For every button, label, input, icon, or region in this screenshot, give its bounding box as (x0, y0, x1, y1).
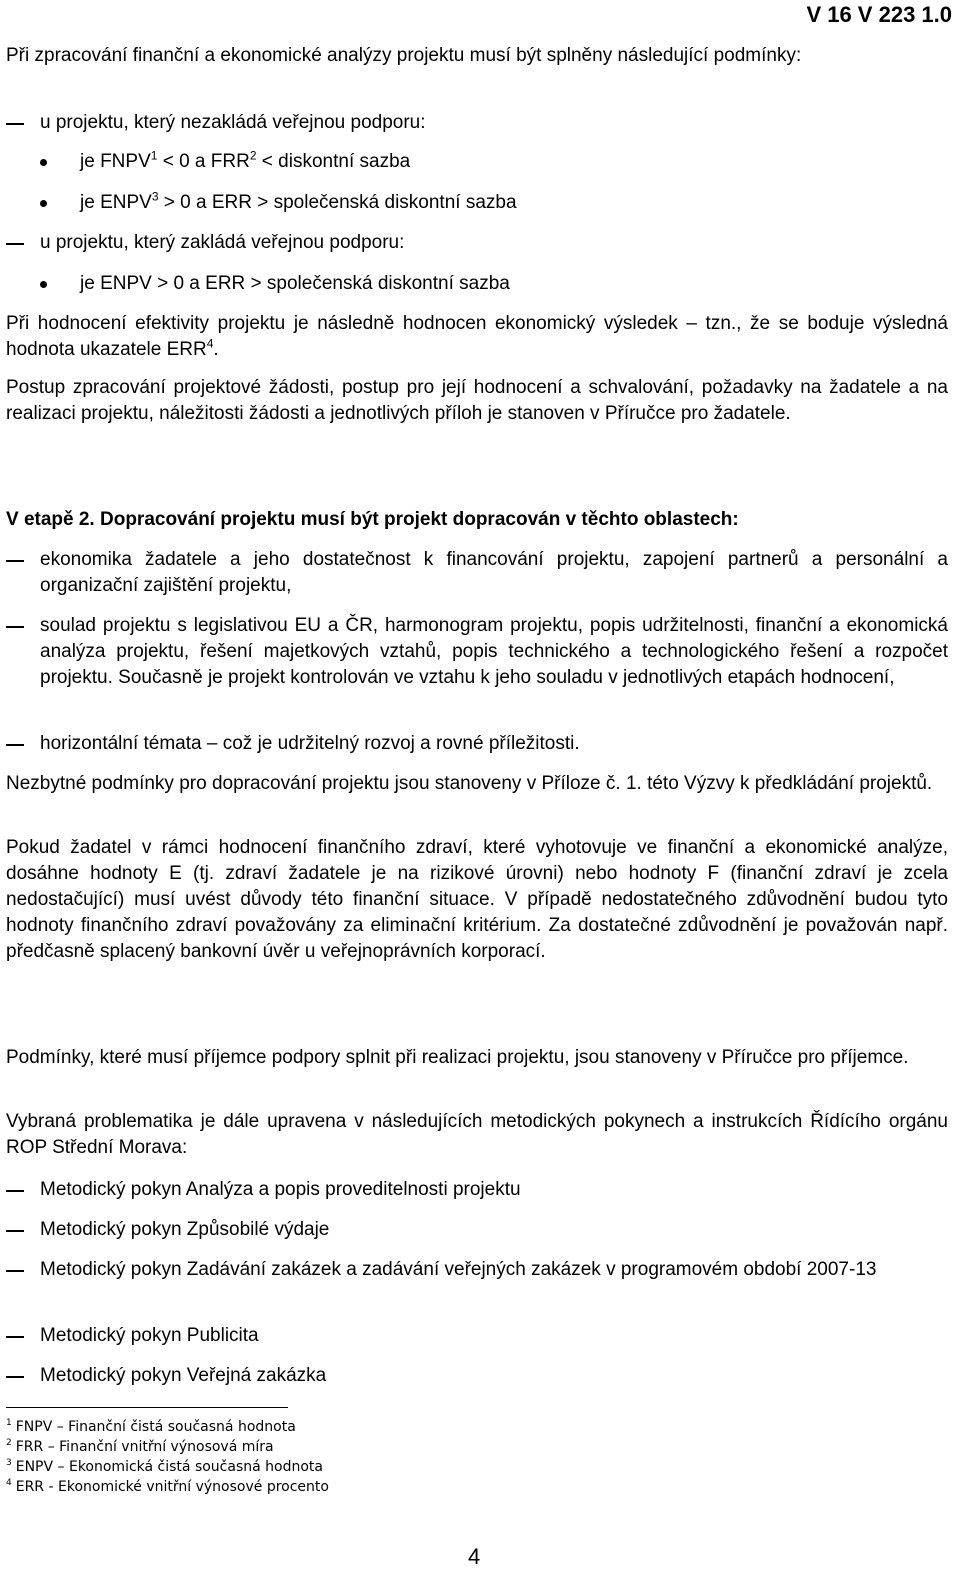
guideline-item (6, 1217, 948, 1243)
document-page (6, 0, 952, 1592)
dash-bullet-icon (6, 744, 24, 746)
list-item-text: ekonomika žadatele a jeho dostatečnost k financování projektu, zapojení partnerů a personální a organizační zajištění projektu, (40, 549, 948, 596)
stage2-item (6, 547, 948, 599)
list-item-text: Metodický pokyn Publicita (40, 1325, 259, 1346)
stage2-heading: V etapě 2. Dopracování projektu musí být projekt dopracován v těchto oblastech: (6, 509, 739, 530)
list-item-no-aid (6, 110, 948, 136)
recipient-paragraph: Podmínky, které musí příjemce podpory splnit při realizaci projektu, jsou stanoveny v Příručce pro příjemce. (6, 1047, 909, 1068)
list-item-text: Metodický pokyn Analýza a popis proveditelnosti projektu (40, 1179, 521, 1200)
list-item-text: soulad projektu s legislativou EU a ČR, harmonogram projektu, popis udržitelnosti, finanční a ekonomická analýza projektu, řešení majetkových vztahů, popis technického a technologického řešení a rozpočet projektu. Současně je projekt kontrolován ve vztahu k jeho souladu v jednotlivých etapách hodnocení, (40, 615, 948, 688)
bullet-dot-icon (40, 200, 47, 207)
bullet-dot-icon (40, 159, 47, 166)
bullet-item-aid (6, 271, 948, 297)
dash-bullet-icon (6, 1270, 24, 1272)
footnote: $^1$ FNPV – Finanční čistá současná hodnota (6, 1418, 296, 1435)
bullet-item-fnpv (6, 149, 948, 175)
list-item-text: u projektu, který nezakládá veřejnou podporu: (40, 112, 426, 133)
dash-bullet-icon (6, 243, 24, 245)
efficiency-paragraph: Při hodnocení efektivity projektu je následně hodnocen ekonomický výsledek – tzn., že se boduje výsledná hodnota ukazatele ERR$^4$. (6, 313, 948, 360)
bullet-item-enpv (6, 190, 948, 216)
list-item-text: Metodický pokyn Zadávání zakázek a zadávání veřejných zakázek v programovém období 2007-13 (40, 1259, 877, 1280)
bullet-item-text: je ENPV > 0 a ERR > společenská diskontní sazba (80, 273, 510, 294)
page-number: 4 (468, 1544, 481, 1569)
dash-bullet-icon (6, 1190, 24, 1192)
list-item-text: horizontální témata – což je udržitelný rozvoj a rovné příležitosti. (40, 733, 580, 754)
stage2-item (6, 613, 948, 717)
guideline-item (6, 1257, 948, 1309)
guideline-item (6, 1363, 948, 1389)
guideline-item (6, 1177, 948, 1203)
dash-bullet-icon (6, 626, 24, 628)
procedure-paragraph: Postup zpracování projektové žádosti, postup pro její hodnocení a schvalování, požadavky na žadatele a na realizaci projektu, náležitosti žádosti a jednotlivých příloh je stanoven v Příručce pro žadatele. (6, 377, 948, 424)
bullet-dot-icon (40, 281, 47, 288)
dash-bullet-icon (6, 1336, 24, 1338)
footnote-separator (6, 1407, 288, 1408)
footnote: $^2$ FRR – Finanční vnitřní výnosová míra (6, 1438, 274, 1455)
footnote: $^4$ ERR - Ekonomické vnitřní výnosové procento (6, 1478, 329, 1495)
dash-bullet-icon (6, 560, 24, 562)
dash-bullet-icon (6, 1376, 24, 1378)
list-item-aid (6, 230, 948, 256)
bullet-item-text: je $FNPV^1 < 0$ a $FRR^2$ < diskontní sazba (80, 148, 411, 172)
list-item-text: Metodický pokyn Veřejná zakázka (40, 1365, 327, 1386)
footnote: $^3$ ENPV – Ekonomická čistá současná hodnota (6, 1458, 323, 1475)
intro-paragraph: Při zpracování finanční a ekonomické analýzy projektu musí být splněny následující podmínky: (6, 45, 802, 66)
conditions-paragraph: Nezbytné podmínky pro dopracování projektu jsou stanoveny v Příloze č. 1. této Výzvy k předkládání projektů. (6, 773, 933, 794)
stage2-item (6, 731, 948, 757)
list-item-text: Metodický pokyn Způsobilé výdaje (40, 1219, 330, 1240)
financial-health-paragraph: Pokud žadatel v rámci hodnocení finančního zdraví, které vyhotovuje ve finanční a ekonomické analýze, dosáhne hodnoty E (tj. zdraví žadatele je na rizikové úrovni) nebo hodnoty F (finanční zdraví je zcela nedostačující) musí uvést důvody této finanční situace. V případě nedostatečného zdůvodnění budou tyto hodnoty finančního zdraví považovány za eliminační kritérium. Za dostatečné zdůvodnění je považován např. předčasně splacený bankovní úvěr u veřejnoprávních korporací. (6, 837, 948, 962)
guideline-item (6, 1323, 948, 1349)
version-label: V 16 V 223 1.0 (806, 2, 952, 27)
dash-bullet-icon (6, 123, 24, 125)
dash-bullet-icon (6, 1230, 24, 1232)
bullet-item-text: je $ENPV^3 > 0$ a ERR > společenská diskontní sazba (80, 189, 517, 213)
selected-paragraph: Vybraná problematika je dále upravena v následujících metodických pokynech a instrukcích Řídícího orgánu ROP Střední Morava: (6, 1111, 948, 1158)
list-item-text: u projektu, který zakládá veřejnou podporu: (40, 232, 405, 253)
